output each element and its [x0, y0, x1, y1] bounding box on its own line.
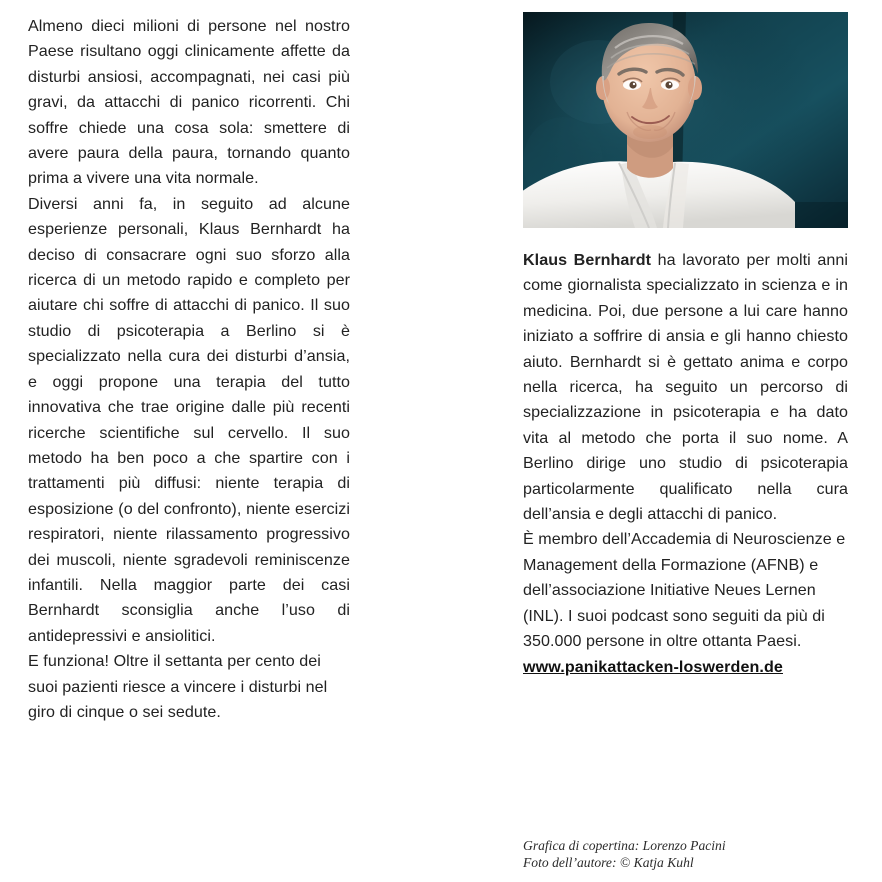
- cover-graphics-credit: Grafica di copertina: Lorenzo Pacini: [523, 838, 726, 853]
- blurb-paragraph-1: Almeno dieci milioni di persone nel nostro Paese risultano oggi clinicamente affette da disturbi ansiosi, accompagnati, nei casi più gravi, da attacchi di panico ricorrenti. Chi soffre chiede una cosa sola: smettere di avere paura della paura, tornando quanto prima a vivere una vita normale.: [28, 17, 350, 188]
- author-bio-column: [523, 248, 848, 680]
- portrait-illustration: [523, 12, 848, 228]
- bio-paragraph-1-text: ha lavorato per molti anni come giornalista specializzato in scienza e in medicina. Poi, due persone a lui care hanno iniziato a soffrire di ansia e gli hanno chiesto aiuto. Bernhardt si è gettato anima e corpo nella ricerca, ha seguito un percorso di specializzazione in psicoterapia e ha dato vita al metodo che porta il suo nome. A Berlino dirige uno studio di psicoterapia particolarmente qualificato nella cura dell’ansia e degli attacchi di panico.: [523, 251, 849, 524]
- credits-block: [523, 838, 853, 871]
- author-photo-credit: Foto dell’autore: © Katja Kuhl: [523, 854, 694, 870]
- bio-paragraph-1: [523, 248, 848, 527]
- author-portrait-photo: [523, 12, 848, 228]
- author-name: Klaus Bernhardt: [523, 251, 652, 269]
- blurb-text-column: [28, 14, 350, 725]
- blurb-paragraph-3: E funziona! Oltre il settanta per cento dei suoi pazienti riesce a vincere i disturbi nel giro di cinque o sei sedute.: [28, 652, 328, 721]
- blurb-paragraph-2: Diversi anni fa, in seguito ad alcune esperienze personali, Klaus Bernhardt ha deciso di consacrare ogni suo sforzo alla ricerca di un metodo rapido e completo per aiutare chi soffre di attacchi di panico. Il suo studio di psicoterapia a Berlino si è specializzato nella cura dei disturbi d’ansia, e oggi propone una terapia del tutto innovativa che trae origine dalle più recenti ricerche scientifiche sul cervello. Il suo metodo ha ben poco a che spartire con i trattamenti più diffusi: niente terapia di esposizione (o del confronto), niente esercizi respiratori, niente rilassamento progressivo dei muscoli, niente sgradevoli reminiscenze infantili. Nella maggior parte dei casi Bernhardt sconsiglia anche l’uso di antidepressivi e ansiolitici.: [28, 194, 350, 645]
- author-website-link[interactable]: www.panikattacken-loswerden.de: [523, 657, 783, 676]
- bio-paragraph-2: È membro dell’Accademia di Neuroscienze e Management della Formazione (AFNB) e dell’associazione Initiative Neues Lernen (INL). I suoi podcast sono seguiti da più di 350.000 persone in oltre ottanta Paesi.: [523, 530, 846, 651]
